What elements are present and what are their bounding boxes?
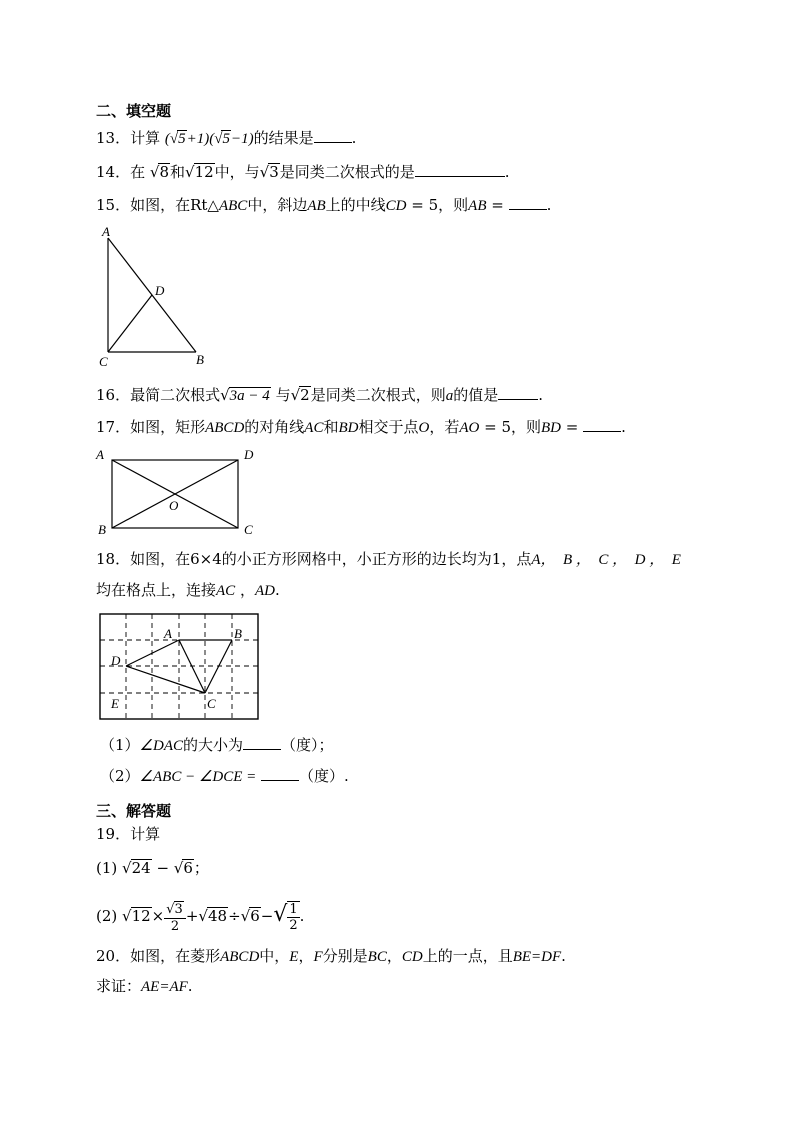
question-text: 是同类二次根式，则 xyxy=(310,386,446,404)
question-18-part2 xyxy=(100,766,349,787)
operator: + xyxy=(185,907,199,925)
operator: − xyxy=(151,859,174,877)
label-d: D xyxy=(244,447,254,462)
denominator: 2 xyxy=(170,918,180,934)
radicand: 48 xyxy=(207,907,228,925)
math-var: A， B ， C ， D ， E xyxy=(531,552,681,568)
question-text: 最简二次根式 xyxy=(130,386,221,404)
math-var: CD xyxy=(401,949,423,965)
punct: ， xyxy=(386,947,402,965)
operator: − xyxy=(260,907,274,925)
question-text: 如图，矩形 xyxy=(130,418,206,436)
label-b: B xyxy=(196,352,204,367)
radicand: 24 xyxy=(131,859,151,877)
math-var: AB xyxy=(468,198,487,214)
math-var: ABCD xyxy=(205,420,245,436)
question-text: 中， xyxy=(259,947,290,965)
punct: . xyxy=(351,129,357,147)
median-cd xyxy=(108,295,152,352)
label-a: A xyxy=(164,626,172,641)
question-18 xyxy=(96,549,681,570)
math-var: F xyxy=(313,949,323,965)
answer-blank[interactable] xyxy=(415,162,505,177)
punct: . xyxy=(538,386,544,404)
radicand: 2 xyxy=(300,386,310,404)
math-var: AO xyxy=(459,420,480,436)
math-var: BE=DF xyxy=(512,949,562,965)
question-number: 15． xyxy=(96,196,131,214)
segment-ad xyxy=(126,640,179,666)
math-var: BD xyxy=(338,420,359,436)
question-number: 13． xyxy=(96,129,131,147)
radicand: 8 xyxy=(159,163,169,181)
question-19-part2: (2) √12× $\frac{√3}{2}$ +√48÷√6−√ $\frac{1}{2}$ . xyxy=(96,901,305,934)
question-text: 相交于点 xyxy=(358,418,419,436)
radicand: 5 xyxy=(222,131,230,147)
radicand: 3 xyxy=(174,901,183,917)
question-text: 是同类二次根式的是 xyxy=(279,163,415,181)
radicand: 3a − 4 xyxy=(229,388,270,404)
question-text: 的值是 xyxy=(453,386,499,404)
question-text: ，点 xyxy=(501,550,532,568)
question-16: 16．最简二次根式√3a − 4 与√2是同类二次根式，则a的值是 . xyxy=(96,386,544,404)
section-title: 二、填空题 xyxy=(96,102,172,120)
punct: ， xyxy=(235,581,255,599)
question-text: = xyxy=(486,196,504,214)
question-19 xyxy=(96,824,160,844)
math-var: AC xyxy=(304,420,324,436)
question-number: 14． xyxy=(96,163,131,181)
question-text: 和 xyxy=(169,163,185,181)
question-text: = 5，则 xyxy=(406,196,469,214)
radicand: 6 xyxy=(183,859,193,877)
question-number: 16． xyxy=(96,386,131,404)
radicand: 3 xyxy=(269,163,279,181)
math-text: 1 xyxy=(491,550,502,568)
question-text: 的大小为 xyxy=(183,736,244,754)
math-var: AD xyxy=(254,583,275,599)
question-text: = 5，则 xyxy=(479,418,542,436)
radicand: 6 xyxy=(250,907,260,925)
punct: . xyxy=(546,196,552,214)
question-text: 如图，在 xyxy=(130,196,191,214)
punct: . xyxy=(561,947,566,965)
answer-blank[interactable] xyxy=(583,417,621,432)
math-var: ABC xyxy=(218,198,248,214)
question-text: ，若 xyxy=(429,418,460,436)
question-text: 均在格点上，连接 xyxy=(96,581,217,599)
part-number: (1) xyxy=(96,859,118,877)
question-text: 上的中线 xyxy=(325,196,386,214)
question-text: 求证： xyxy=(96,977,142,995)
punct: . xyxy=(187,977,193,995)
question-text: 在 xyxy=(130,163,146,181)
punct: . xyxy=(621,418,626,436)
question-number: 18． xyxy=(96,550,131,568)
question-13: 13．计算 (√5+1)(√5−1)的结果是 . xyxy=(96,129,357,147)
question-text: 分别是 xyxy=(322,947,368,965)
question-text: 上的一点，且 xyxy=(422,947,513,965)
math-var: AB xyxy=(307,198,326,214)
punct: . xyxy=(504,163,510,181)
operator: ÷ xyxy=(228,907,241,925)
operator: × xyxy=(151,907,165,925)
math-var: E xyxy=(289,949,299,965)
label-b: B xyxy=(98,522,106,537)
question-15 xyxy=(96,195,551,216)
question-14: 14．在 √8和√12中，与√3是同类二次根式的是 . xyxy=(96,163,510,181)
radicand: 12 xyxy=(131,907,151,925)
figure-segments xyxy=(126,640,232,693)
math-text: 6×4 xyxy=(190,550,222,568)
answer-blank[interactable] xyxy=(261,766,299,781)
rectangle-figure xyxy=(92,446,262,538)
part-number: （1） xyxy=(100,736,140,754)
math-var: ABCD xyxy=(220,949,260,965)
math-var: AC xyxy=(216,583,236,599)
question-text: 中，与 xyxy=(214,163,260,181)
question-18-line2 xyxy=(96,580,280,601)
question-20 xyxy=(96,946,566,967)
question-number: 20． xyxy=(96,947,131,965)
answer-blank[interactable] xyxy=(243,735,281,750)
question-19-part1: (1) √24 − √6； xyxy=(96,859,209,877)
part-number: (2) xyxy=(96,907,118,925)
question-text: 的小正方形网格中，小正方形的边长均为 xyxy=(221,550,492,568)
question-17 xyxy=(96,417,626,438)
question-text: 如图，在 xyxy=(130,550,191,568)
question-text: （度）； xyxy=(281,736,334,754)
answer-blank[interactable] xyxy=(314,128,352,143)
question-text: 的结果是 xyxy=(253,129,314,147)
math-text: Rt△ xyxy=(190,196,219,214)
label-c: C xyxy=(244,522,253,537)
question-text: 计算 xyxy=(130,825,161,843)
math-var: O xyxy=(418,420,430,436)
expr-part: −1) xyxy=(230,131,254,147)
math-var: ∠ABC − ∠DCE = xyxy=(139,769,257,785)
part-number: （2） xyxy=(100,767,140,785)
punct: ， xyxy=(298,947,314,965)
label-b: B xyxy=(234,626,242,641)
answer-blank[interactable] xyxy=(509,195,547,210)
label-a: A xyxy=(96,447,104,462)
question-text: （度）. xyxy=(299,767,349,785)
expr-part: +1)( xyxy=(186,131,215,147)
fraction: $\frac{√3}{2}$ xyxy=(164,901,186,934)
label-a: A xyxy=(102,224,110,239)
question-18-part1 xyxy=(100,735,334,756)
math-var: BC xyxy=(367,949,387,965)
math-var: ∠DAC xyxy=(139,738,183,754)
question-number: 19． xyxy=(96,825,131,843)
label-d: D xyxy=(155,283,165,298)
punct: ； xyxy=(193,859,209,877)
math-var: BD xyxy=(541,420,562,436)
label-d: D xyxy=(111,653,121,668)
section-title: 三、解答题 xyxy=(96,802,172,820)
question-text: 和 xyxy=(323,418,339,436)
label-e: E xyxy=(111,696,119,711)
math-var: a xyxy=(445,388,454,404)
question-20-proof xyxy=(96,976,193,997)
question-text: 的对角线 xyxy=(244,418,305,436)
question-text: 中，斜边 xyxy=(247,196,308,214)
math-var: AE=AF xyxy=(141,979,188,995)
grid-figure xyxy=(98,612,262,722)
question-number: 17． xyxy=(96,418,131,436)
triangle-figure xyxy=(96,224,211,370)
question-text: 与 xyxy=(275,386,291,404)
radicand: 5 xyxy=(178,131,186,147)
question-text: 计算 xyxy=(130,129,161,147)
radicand: 12 xyxy=(194,163,214,181)
fraction: $\frac{1}{2}$ xyxy=(289,902,298,933)
punct: . xyxy=(299,907,305,925)
segment-bc xyxy=(205,640,232,693)
answer-blank[interactable] xyxy=(498,385,538,400)
question-text: = xyxy=(561,418,579,436)
label-o: O xyxy=(169,498,179,513)
question-text: 如图，在菱形 xyxy=(130,947,221,965)
math-var: CD xyxy=(385,198,407,214)
label-c: C xyxy=(207,696,216,711)
punct: . xyxy=(274,581,280,599)
label-c: C xyxy=(99,354,108,369)
